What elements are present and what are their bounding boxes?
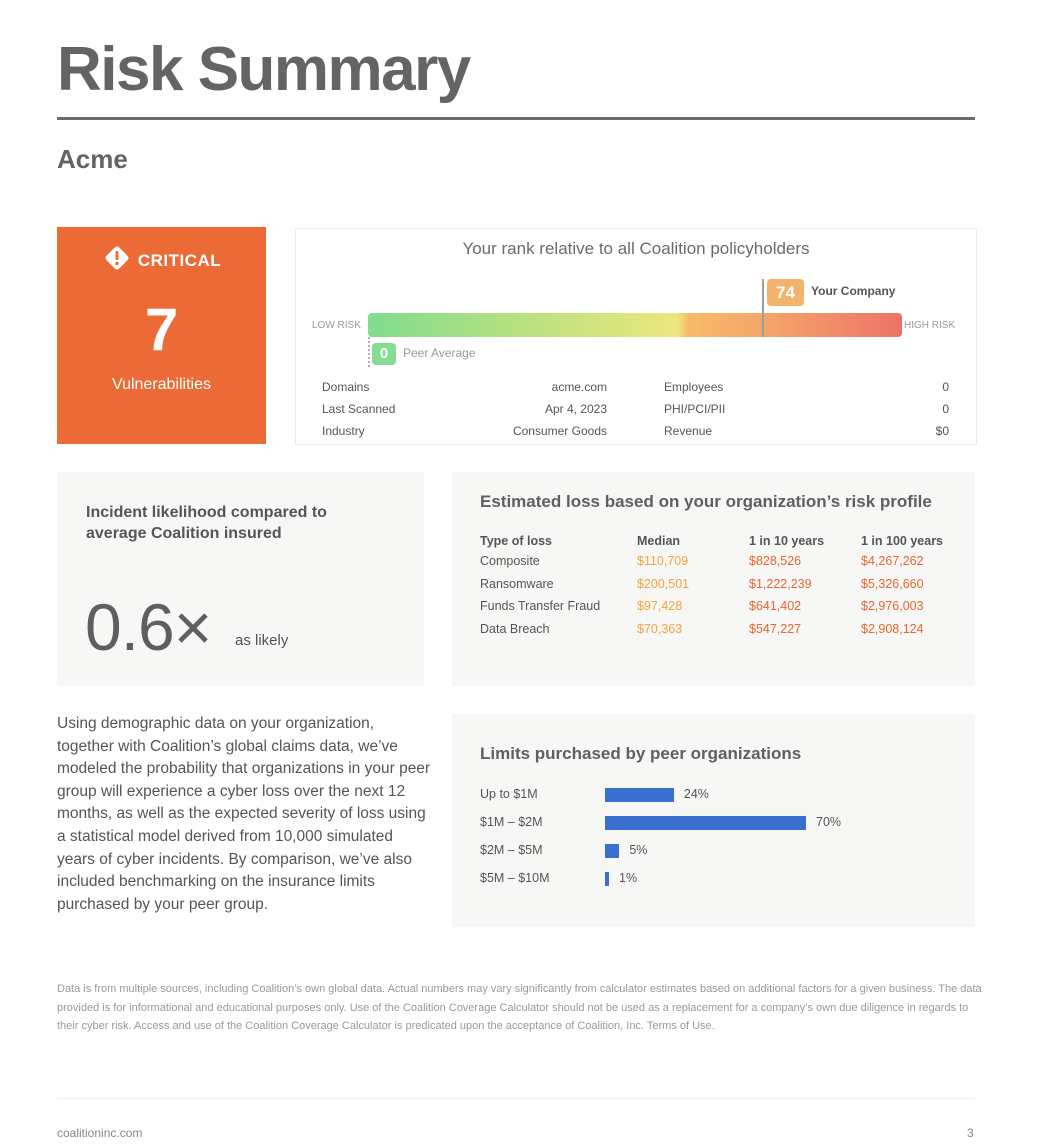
- column-header: Median: [637, 534, 681, 548]
- detail-value-last-scanned: Apr 4, 2023: [544, 402, 607, 416]
- bar: [605, 816, 806, 830]
- your-company-marker: [762, 279, 764, 337]
- loss-heading: Estimated loss based on your organization’s risk profile: [480, 492, 932, 511]
- page-number: 3: [967, 1126, 974, 1140]
- loss-type: Ransomware: [480, 576, 554, 591]
- bar-row: [480, 843, 940, 859]
- table-row: [480, 599, 961, 622]
- detail-value-domains: acme.com: [551, 380, 607, 394]
- table-row: [480, 577, 961, 600]
- loss-10yr: $828,526: [749, 554, 802, 568]
- loss-100yr: $4,267,262: [861, 554, 924, 568]
- detail-label-domains: Domains: [322, 380, 370, 394]
- detail-label-phi: PHI/PCI/PII: [664, 402, 726, 416]
- limits-chart-card: [452, 714, 975, 927]
- bar-category-label: Up to $1M: [480, 787, 538, 801]
- your-company-score: 74: [767, 279, 804, 306]
- bar-row: [480, 787, 940, 803]
- column-header: 1 in 10 years: [749, 534, 825, 548]
- bar-category-label: $5M – $10M: [480, 871, 550, 885]
- title-divider: [57, 117, 975, 120]
- vulnerability-count: 7: [144, 296, 179, 363]
- loss-100yr: $5,326,660: [861, 576, 924, 591]
- detail-value-industry: Consumer Goods: [512, 424, 607, 438]
- rank-title: Your rank relative to all Coalition policyholders: [462, 239, 810, 258]
- likelihood-heading: Incident likelihood compared to average Coalition insured: [86, 504, 327, 542]
- detail-label-last-scanned: Last Scanned: [322, 402, 396, 416]
- peer-average-marker: [368, 337, 370, 367]
- bar: [605, 788, 674, 802]
- detail-label-employees: Employees: [664, 380, 724, 394]
- loss-10yr: $1,222,239: [749, 576, 812, 591]
- bar: [605, 872, 609, 886]
- high-risk-label: HIGH RISK: [904, 320, 956, 331]
- loss-type: Data Breach: [480, 621, 550, 636]
- vulnerability-label: Vulnerabilities: [111, 376, 211, 393]
- company-name: Acme: [57, 144, 128, 174]
- detail-label-revenue: Revenue: [664, 424, 713, 438]
- peer-average-label: Peer Average: [403, 346, 476, 360]
- low-risk-label: LOW RISK: [312, 320, 361, 331]
- bar-row: [480, 871, 940, 887]
- loss-median: $70,363: [637, 621, 683, 636]
- footer-divider: [57, 1098, 975, 1099]
- likelihood-multiplier: 0.6×: [85, 590, 212, 664]
- loss-median: $97,428: [637, 599, 683, 613]
- footer-site: coalitioninc.com: [57, 1126, 143, 1140]
- loss-table-header: [480, 534, 961, 554]
- bar-value-label: 70%: [816, 815, 842, 829]
- estimated-loss-card: [452, 472, 975, 686]
- column-header: Type of loss: [480, 534, 553, 548]
- bar-row: [480, 815, 940, 831]
- loss-median: $110,709: [637, 554, 689, 568]
- critical-header: [57, 243, 266, 278]
- column-header: 1 in 100 years: [861, 534, 944, 548]
- methodology-description: Using demographic data on your organization, together with Coalition’s global claims data, we’ve modeled the probability that organizations in your peer group will experience a cyber loss over the next 12 months, as well as the expected severity of loss using a statistical model derived from 10,000 simulated years of cyber incidents. By comparison, we’ve also included benchmarking on the insurance limits purchased by your peer group.: [57, 715, 431, 913]
- critical-label: CRITICAL: [137, 250, 222, 270]
- likelihood-suffix: as likely: [235, 632, 289, 649]
- detail-value-employees: 0: [942, 380, 949, 394]
- loss-table: [480, 534, 961, 644]
- bar-value-label: 5%: [629, 843, 648, 857]
- page-title: Risk Summary: [57, 35, 470, 104]
- risk-rank-card: [295, 228, 977, 445]
- loss-median: $200,501: [637, 576, 690, 591]
- risk-gradient-bar: [368, 313, 902, 337]
- disclaimer-text: Data is from multiple sources, including Coalition’s own global data. Actual numbers may vary significantly from calculator estimates based on additional factors for a given business. The data provided is for informational and educational purposes only. Use of the Coalition Coverage Calculator should not be used as a replacement for a company’s own due diligence in regards to their cyber risk. Access and use of the Coalition Coverage Calculator is predicated upon the acceptance of Coalition, Inc. Terms of Use.: [57, 983, 982, 1033]
- peer-average-score: 0: [372, 343, 396, 365]
- chart-title: Limits purchased by peer organizations: [480, 744, 802, 763]
- detail-value-revenue: $0: [935, 424, 949, 438]
- detail-label-industry: Industry: [322, 424, 365, 438]
- warning-diamond-icon: [102, 243, 132, 278]
- table-row: [480, 622, 961, 645]
- table-row: [480, 554, 961, 577]
- bar-value-label: 1%: [619, 871, 638, 885]
- critical-vulnerabilities-card: [57, 227, 266, 444]
- detail-value-phi: 0: [942, 402, 949, 416]
- bar: [605, 844, 619, 858]
- loss-type: Composite: [480, 554, 540, 568]
- loss-10yr: $641,402: [749, 599, 802, 613]
- bar-category-label: $1M – $2M: [480, 815, 543, 829]
- bar-value-label: 24%: [683, 787, 709, 801]
- loss-100yr: $2,976,003: [861, 599, 924, 613]
- your-company-label: Your Company: [811, 284, 896, 298]
- loss-100yr: $2,908,124: [861, 621, 924, 636]
- incident-likelihood-card: [57, 472, 424, 686]
- loss-10yr: $547,227: [749, 621, 802, 636]
- loss-type: Funds Transfer Fraud: [480, 599, 601, 613]
- bar-category-label: $2M – $5M: [480, 843, 543, 857]
